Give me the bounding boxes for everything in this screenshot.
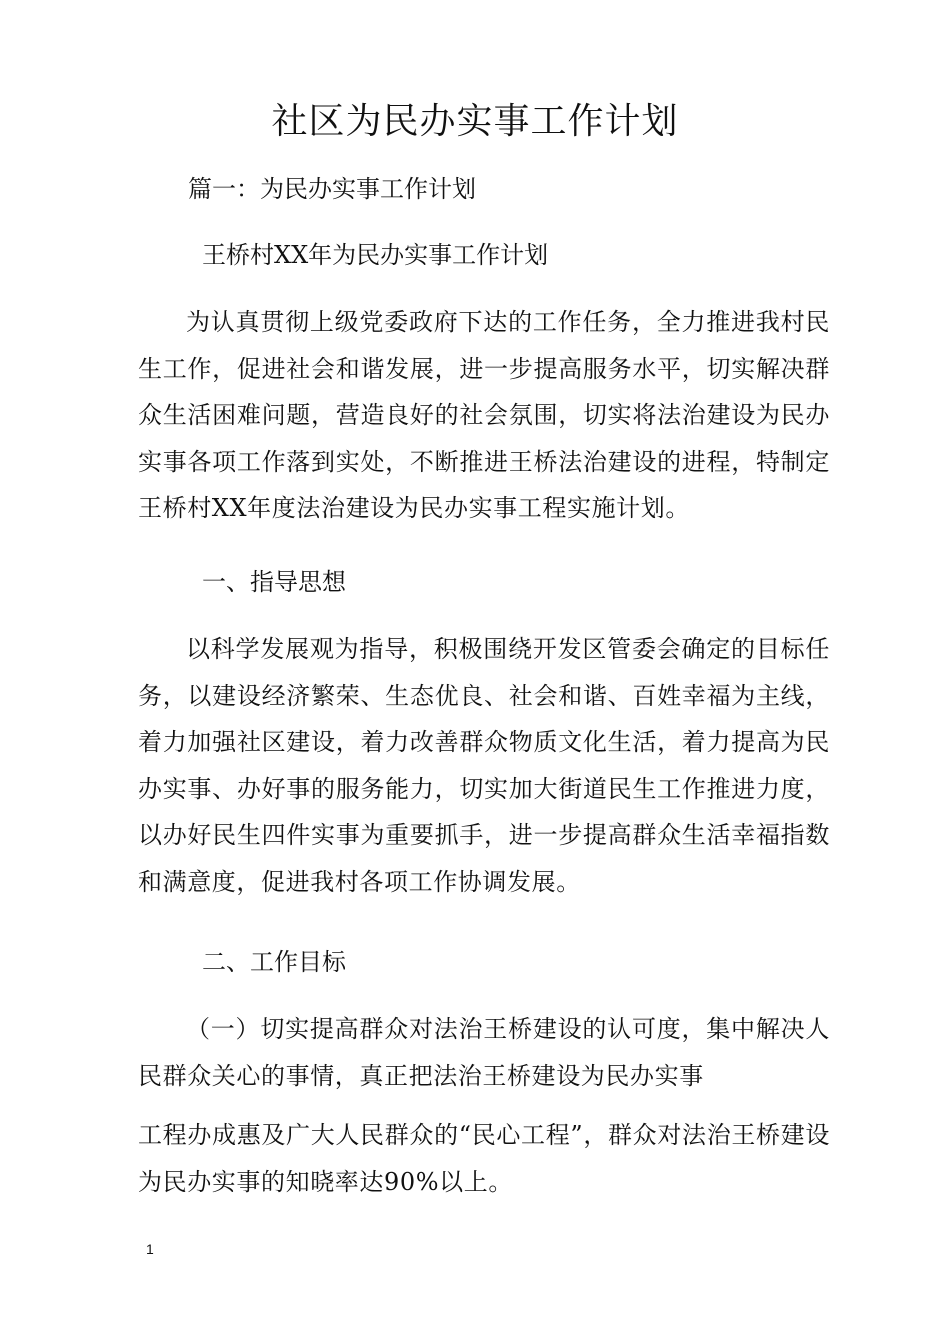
document-title: 社区为民办实事工作计划 xyxy=(271,101,679,142)
goal-item-1-part-b: 工程办成惠及广大人民群众的“民心工程”，群众对法治王桥建设为民办实事的知晓率达90%以上。 xyxy=(138,1121,830,1196)
guiding-ideology-paragraph: 以科学发展观为指导，积极围绕开发区管委会确定的目标任务，以建设经济繁荣、生态优良、社会和谐、百姓幸福为主线，着力加强社区建设，着力改善群众物质文化生活，着力提高为民办实事、办好事的服务能力，切实加大街道民生工作推进力度，以办好民生四件实事为重要抓手，进一步提高群众生活幸福指数和满意度，促进我村各项工作协调发展。 xyxy=(138,635,830,896)
heading-guiding-ideology: 一、指导思想 xyxy=(202,568,346,596)
intro-paragraph: 为认真贯彻上级党委政府下达的工作任务，全力推进我村民生工作，促进社会和谐发展，进一步提高服务水平，切实解决群众生活困难问题，营造良好的社会氛围，切实将法治建设为民办实事各项工作落到实处，不断推进王桥法治建设的进程，特制定王桥村XX年度法治建设为民办实事工程实施计划。 xyxy=(138,308,830,522)
heading-work-goals: 二、工作目标 xyxy=(202,948,346,976)
section-heading: 篇一：为民办实事工作计划 xyxy=(188,175,476,203)
plan-subtitle: 王桥村XX年为民办实事工作计划 xyxy=(202,241,549,269)
page-number: 1 xyxy=(146,1241,154,1257)
goal-item-1-part-a: （一）切实提高群众对法治王桥建设的认可度，集中解决人民群众关心的事情，真正把法治王桥建设为民办实事 xyxy=(138,1015,830,1090)
